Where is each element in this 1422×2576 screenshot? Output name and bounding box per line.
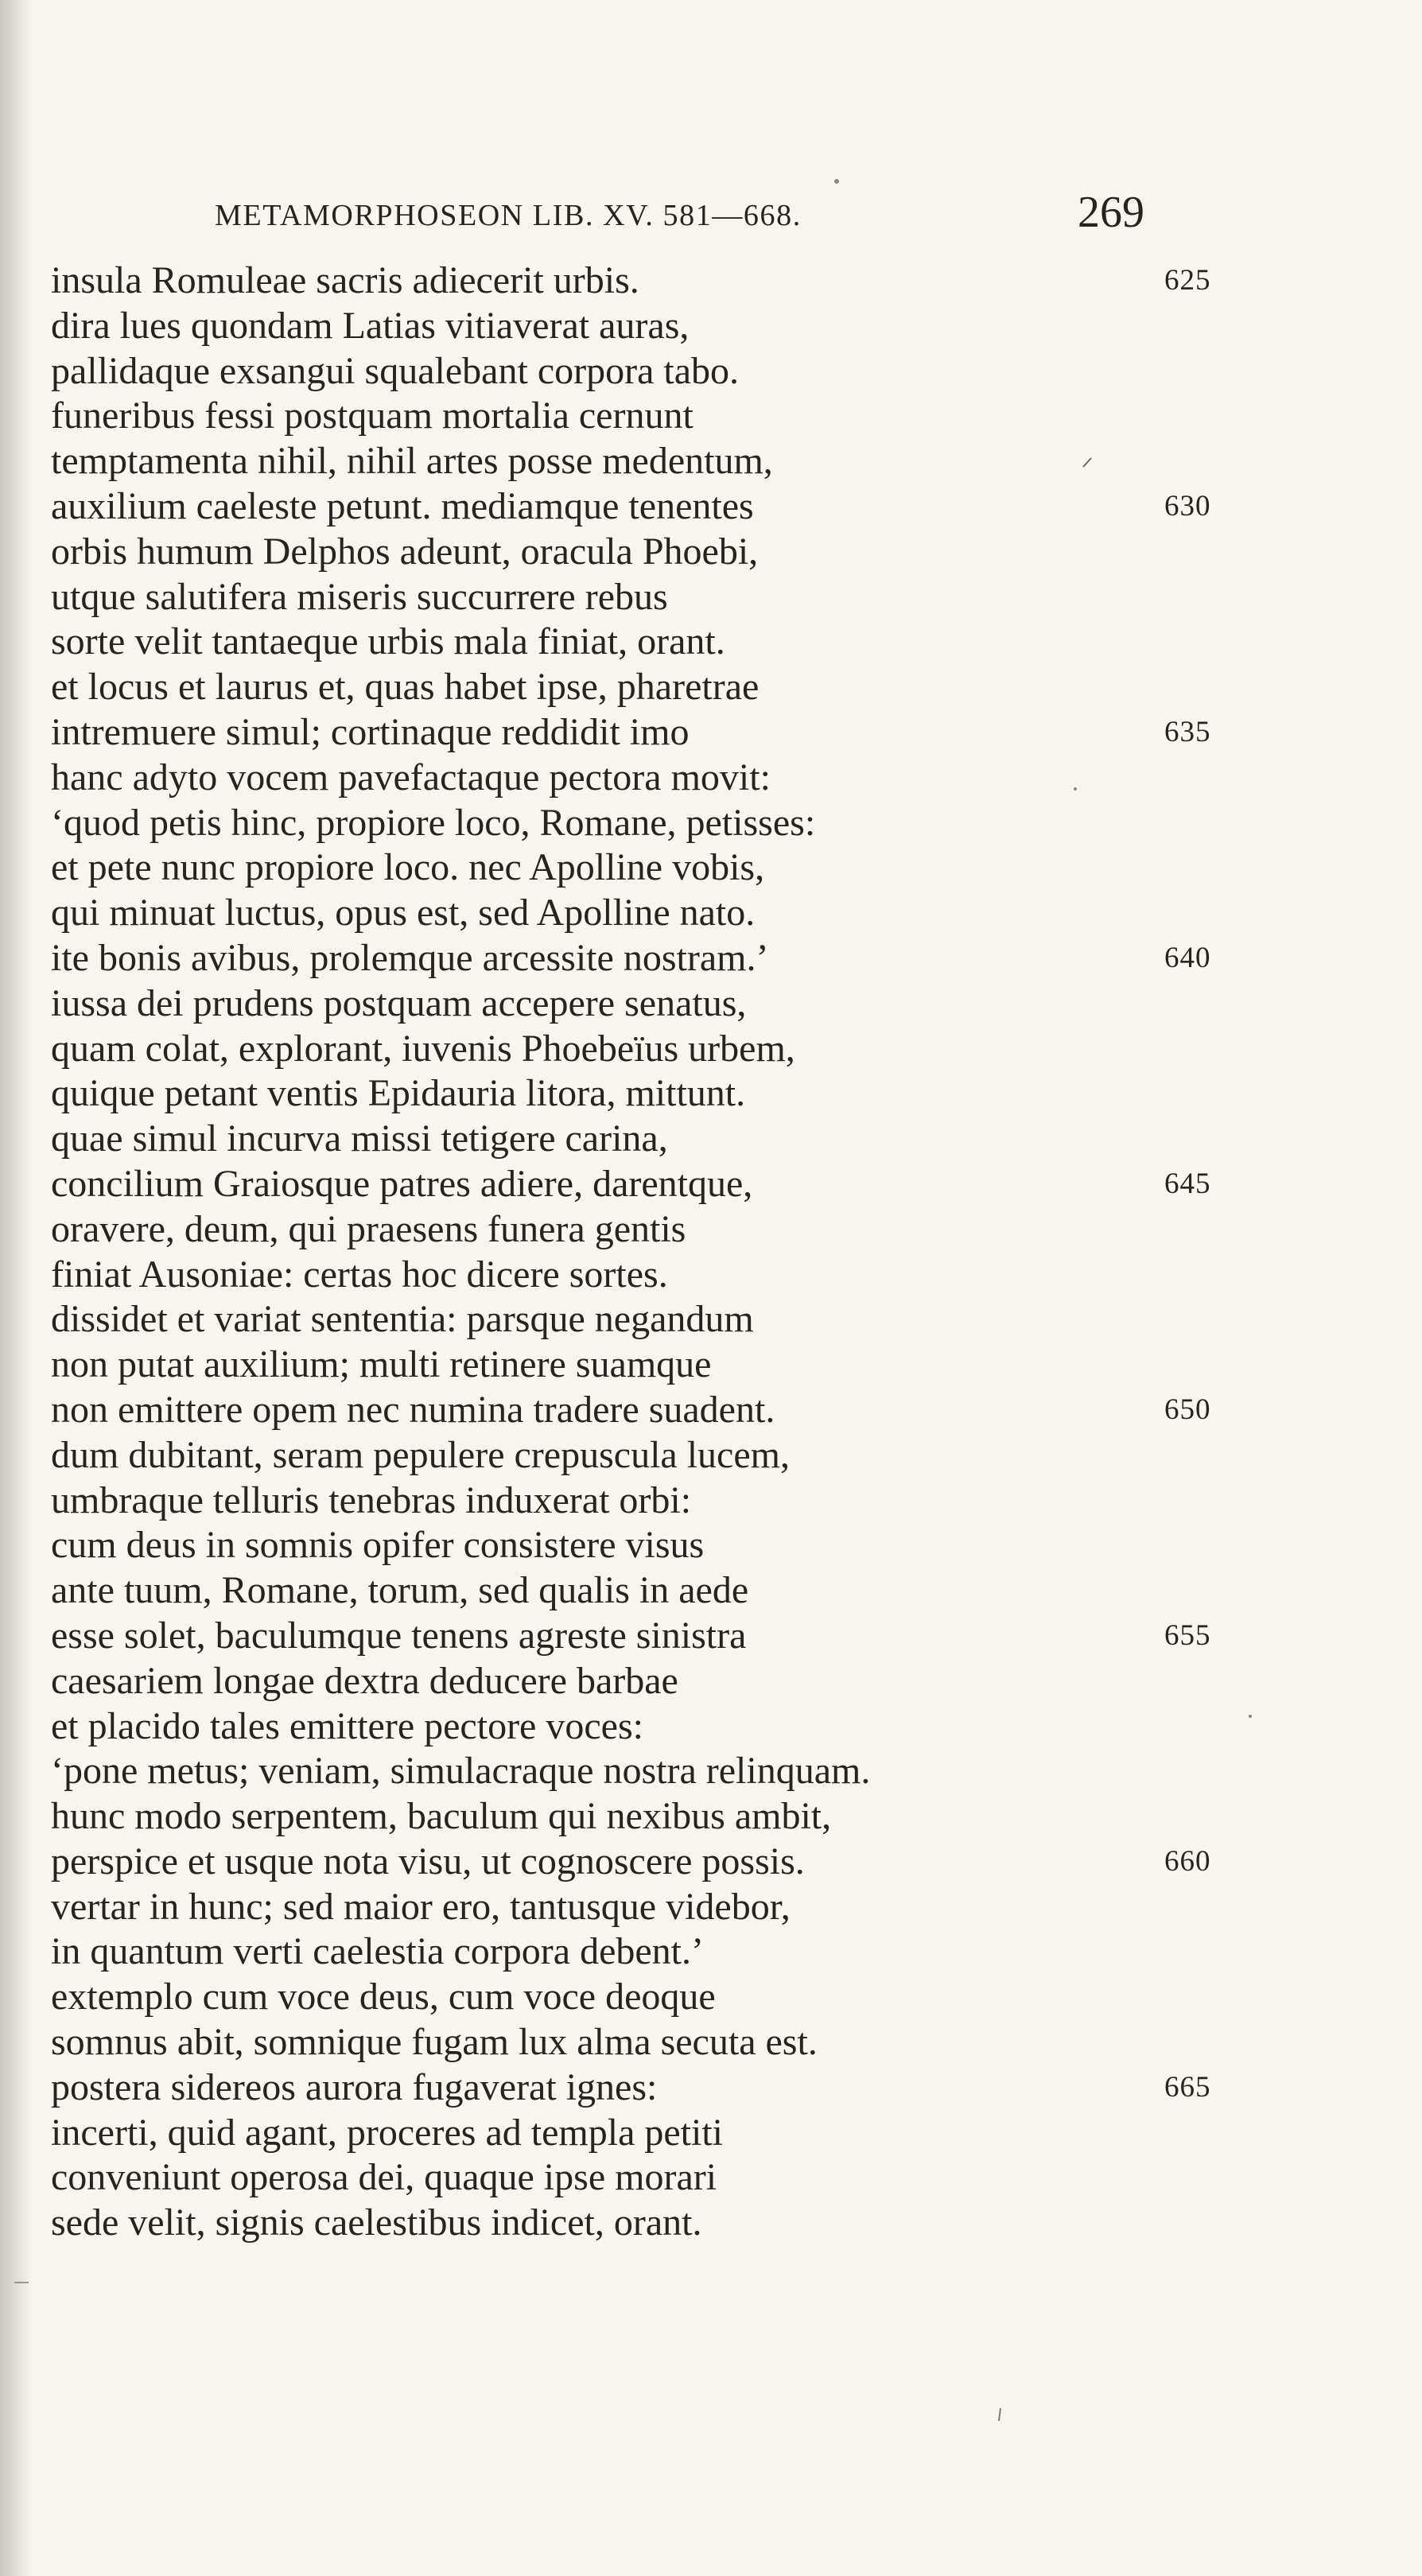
verse-text: et placido tales emittere pectore voces: bbox=[51, 1704, 643, 1747]
verse-text: iussa dei prudens postquam accepere senatus, bbox=[51, 981, 747, 1024]
verse-text: sorte velit tantaeque urbis mala finiat, orant. bbox=[51, 620, 725, 663]
verse-text: dira lues quondam Latias vitiaverat auras, bbox=[51, 304, 690, 347]
verse-text: quae simul incurva missi tetigere carina, bbox=[51, 1117, 668, 1160]
verse-text: utque salutifera miseris succurrere rebus bbox=[51, 575, 668, 618]
verse-text: pallidaque exsangui squalebant corpora tabo. bbox=[51, 349, 740, 392]
verse-text: ‘quod petis hinc, propiore loco, Romane, petisses: bbox=[51, 801, 816, 844]
stray-mark bbox=[999, 2408, 1000, 2421]
stray-mark bbox=[1083, 458, 1091, 467]
verse-text: hunc modo serpentem, baculum qui nexibus ambit, bbox=[51, 1795, 832, 1838]
verse-text: extemplo cum voce deus, cum voce deoque bbox=[51, 1976, 716, 2018]
running-title: METAMORPHOSEON LIB. XV. 581—668. bbox=[215, 199, 802, 232]
stray-speck bbox=[1074, 787, 1077, 791]
verse-text: et pete nunc propiore loco. nec Apolline vobis, bbox=[51, 846, 765, 889]
line-number: 625 bbox=[1164, 264, 1211, 297]
verse-text: temptamenta nihil, nihil artes posse medentum, bbox=[51, 440, 773, 483]
verse-text: non emittere opem nec numina tradere suadent. bbox=[51, 1388, 775, 1431]
verse-text: finiat Ausoniae: certas hoc dicere sortes. bbox=[51, 1253, 668, 1296]
verse-text: umbraque telluris tenebras induxerat orbi: bbox=[51, 1478, 692, 1521]
verse-text: hanc adyto vocem pavefactaque pectora movit: bbox=[51, 756, 771, 798]
line-number: 645 bbox=[1164, 1167, 1211, 1200]
stray-speck bbox=[1249, 1715, 1252, 1718]
verse-text: oravere, deum, qui praesens funera gentis bbox=[51, 1207, 686, 1250]
verse-text: dissidet et variat sententia: parsque negandum bbox=[51, 1298, 754, 1341]
verse-text: cum deus in somnis opifer consistere visus bbox=[51, 1524, 705, 1567]
page-number: 269 bbox=[1078, 188, 1144, 237]
line-number: 630 bbox=[1164, 489, 1211, 523]
line-number: 665 bbox=[1164, 2070, 1211, 2104]
verse-text: postera sidereos aurora fugaverat ignes: bbox=[51, 2065, 658, 2108]
verse-text: funeribus fessi postquam mortalia cernunt bbox=[51, 394, 694, 437]
stray-speck bbox=[834, 179, 839, 184]
verse-text: quam colat, explorant, iuvenis Phoebeïus urbem, bbox=[51, 1027, 795, 1070]
line-number: 640 bbox=[1164, 941, 1211, 974]
verse-text: qui minuat luctus, opus est, sed Apolline nato. bbox=[51, 892, 756, 934]
verse-text: perspice et usque nota visu, ut cognoscere possis. bbox=[51, 1840, 805, 1882]
line-number: 660 bbox=[1164, 1844, 1211, 1878]
verse-text: caesariem longae dextra deducere barbae bbox=[51, 1659, 678, 1702]
verse-text: somnus abit, somnique fugam lux alma secuta est. bbox=[51, 2021, 818, 2064]
verse-text: et locus et laurus et, quas habet ipse, pharetrae bbox=[51, 666, 760, 709]
verse-text: orbis humum Delphos adeunt, oracula Phoebi, bbox=[51, 530, 759, 573]
line-number: 655 bbox=[1164, 1618, 1211, 1652]
verse-text: incerti, quid agant, proceres ad templa petiti bbox=[51, 2111, 724, 2154]
verse-text: ‘pone metus; veniam, simulacraque nostra relinquam. bbox=[51, 1750, 871, 1793]
verse-text: ite bonis avibus, prolemque arcessite nostram.’ bbox=[51, 936, 769, 979]
verse-text: concilium Graiosque patres adiere, darentque, bbox=[51, 1162, 753, 1205]
verse-text: quique petant ventis Epidauria litora, mittunt. bbox=[51, 1072, 746, 1115]
line-number: 635 bbox=[1164, 715, 1211, 748]
verse-text: dum dubitant, seram pepulere crepuscula lucem, bbox=[51, 1433, 790, 1476]
verse-text: ante tuum, Romane, torum, sed qualis in aede bbox=[51, 1569, 749, 1612]
verse-text: in quantum verti caelestia corpora debent.’ bbox=[51, 1930, 704, 1973]
verse-text: sede velit, signis caelestibus indicet, orant. bbox=[51, 2201, 702, 2244]
line-number: 650 bbox=[1164, 1393, 1211, 1426]
verse-text: intremuere simul; cortinaque reddidit imo bbox=[51, 710, 690, 753]
verse-text: conveniunt operosa dei, quaque ipse morari bbox=[51, 2156, 717, 2199]
verse-text: insula Romuleae sacris adiecerit urbis. bbox=[51, 259, 639, 301]
verse-text: esse solet, baculumque tenens agreste sinistra bbox=[51, 1614, 747, 1657]
verse-text: auxilium caeleste petunt. mediamque tenentes bbox=[51, 484, 754, 527]
verse-text: non putat auxilium; multi retinere suamque bbox=[51, 1343, 712, 1386]
verse-text: vertar in hunc; sed maior ero, tantusque videbor, bbox=[51, 1885, 791, 1928]
